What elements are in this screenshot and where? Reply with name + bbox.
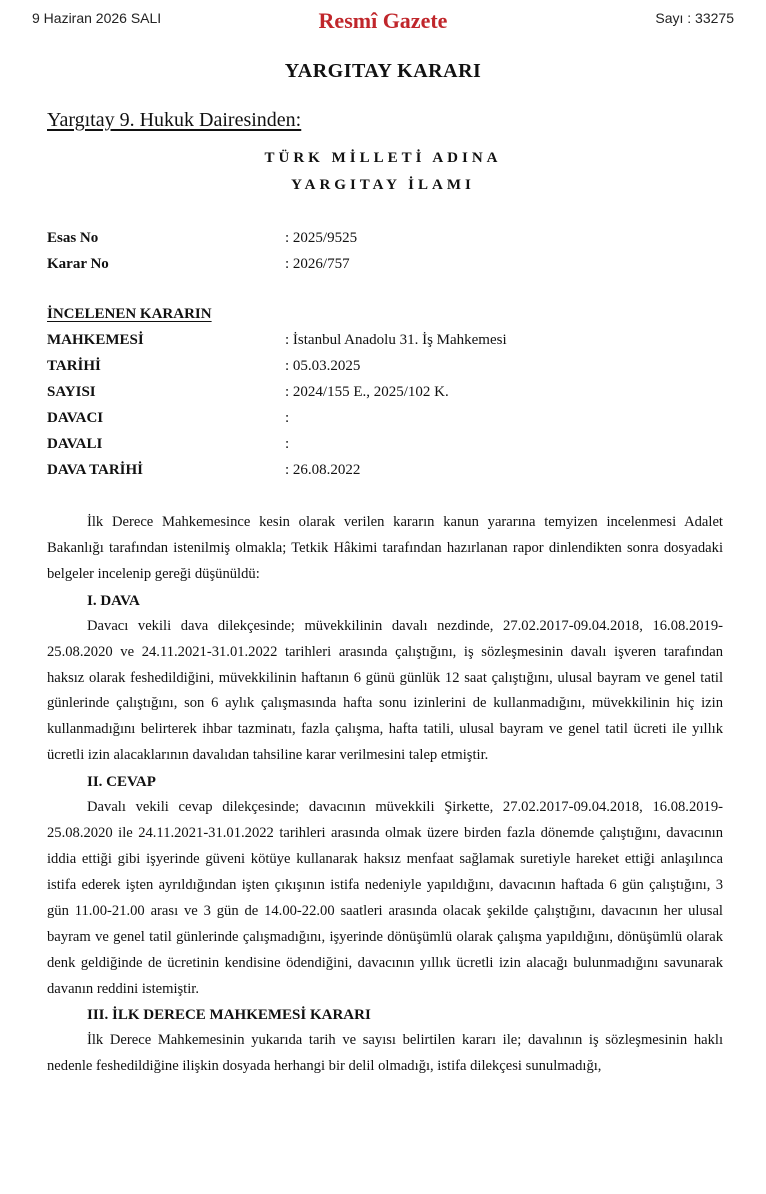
- ilam-line-1: TÜRK MİLLETİ ADINA: [264, 150, 502, 166]
- field-label: MAHKEMESİ: [47, 332, 144, 348]
- field-label: DAVACI: [47, 410, 104, 426]
- publication-title: Resmî Gazete: [318, 8, 448, 33]
- case-info-row: [47, 230, 727, 252]
- section-heading-ilk-derece: III. İLK DERECE MAHKEMESİ KARARI: [87, 1007, 371, 1024]
- field-value: :: [285, 410, 290, 426]
- section-heading-cevap: II. CEVAP: [87, 774, 156, 791]
- field-label: DAVA TARİHİ: [47, 462, 144, 478]
- field-value: : İstanbul Anadolu 31. İş Mahkemesi: [285, 332, 507, 348]
- field-value: : 26.08.2022: [285, 462, 361, 478]
- field-value: : 05.03.2025: [285, 358, 361, 374]
- decision-field-row: [47, 332, 727, 354]
- chamber-name: Yargıtay 9. Hukuk Dairesinden:: [47, 109, 302, 131]
- section-heading-dava: I. DAVA: [87, 592, 140, 609]
- field-label: Esas No: [47, 230, 99, 246]
- field-value: : 2026/757: [285, 256, 350, 272]
- header-date: 9 Haziran 2026 SALI: [32, 10, 162, 26]
- intro-paragraph: İlk Derece Mahkemesince kesin olarak verilen kararın kanun yararına temyizen incelenmesi Adalet Bakanlığı tarafından istenilmiş olmakla; Tetkik Hâkimi tarafından hazırlanan rapor dinlendikten sonra dosyadaki belgeler incelenip gereği düşünüldü:: [47, 514, 723, 582]
- document-heading: YARGITAY KARARI: [284, 60, 482, 82]
- section-paragraph-ilk-derece: İlk Derece Mahkemesinin yukarıda tarih ve sayısı belirtilen kararı ile; davalının iş sözleşmesinin haklı nedenle feshedildiğine ilişkin dosyada herhangi bir delil olmadığı, istifa dilekçesi sunulmadığı,: [47, 1032, 723, 1075]
- field-label: DAVALI: [47, 436, 103, 452]
- decision-field-row: [47, 410, 727, 432]
- field-value: : 2025/9525: [285, 230, 358, 246]
- field-value: : 2024/155 E., 2025/102 K.: [285, 384, 449, 400]
- field-value: :: [285, 436, 290, 452]
- decision-field-row: [47, 358, 727, 380]
- issue-number: Sayı : 33275: [655, 10, 734, 26]
- field-label: Karar No: [47, 256, 109, 272]
- decision-field-row: [47, 462, 727, 484]
- decision-field-row: [47, 436, 727, 458]
- section-paragraph-cevap: Davalı vekili cevap dilekçesinde; davacının müvekkili Şirkette, 27.02.2017-09.04.2018, 16.08.2019-25.08.2020 ile 24.11.2021-31.01.2022 tarihleri arasında olmak üzere birden fazla dönemde çalıştığını, davacının iddia ettiği gibi işyerinde güveni kötüye kullanarak haksız menfaat sağlamak suretiyle hareket ettiği anlaşılınca istifa ederek işten ayrıldığından işten çıkışının istifa nedeniyle yapıldığını, davacının haftada 6 gün çalıştığını, 3 gün 11.00-21.00 arası ve 3 gün de 14.00-22.00 saatleri arasında olacak şekilde çalıştığını, davacının her ulusal bayram ve genel tatil günlerinde çalışmadığını, işyerinde dönüşümlü olarak çalışma yapıldığını, dönüşümlü olarak denk geldiğinde de ücretinin kendisine ödendiğini, davacının yıllık ücretli izin alacağı bulunmadığını savunarak davanın reddini istemiştir.: [47, 799, 723, 997]
- reviewed-decision-title: İNCELENEN KARARIN: [47, 306, 212, 322]
- case-info-row: [47, 256, 727, 278]
- field-label: TARİHİ: [47, 358, 101, 374]
- decision-field-row: [47, 384, 727, 406]
- section-paragraph-dava: Davacı vekili dava dilekçesinde; müvekkilinin davalı nezdinde, 27.02.2017-09.04.2018, 16.08.2019-25.08.2020 ve 24.11.2021-31.01.2022 tarihleri arasında çalıştığını, iş sözleşmesinin davalı işveren tarafından haksız olarak feshedildiğini, müvekkilinin haftanın 6 günü günlük 12 saat çalıştığını, ulusal bayram ve genel tatil günlerinde çalıştığını, son 6 aylık çalışmasında hafta sonu izinlerini de kullanmadığını, müvekkilinin hiç izin kullanmadığını belirterek ihbar tazminatı, fazla çalışma, hafta tatili, ulusal bayram ve genel tatil ücreti ile yıllık ücretli izin alacaklarının davalıdan tahsiline karar verilmesini talep etmiştir.: [47, 617, 723, 764]
- ilam-line-2: YARGITAY İLAMI: [291, 177, 475, 193]
- field-label: SAYISI: [47, 384, 96, 400]
- decision-body: [47, 510, 723, 1080]
